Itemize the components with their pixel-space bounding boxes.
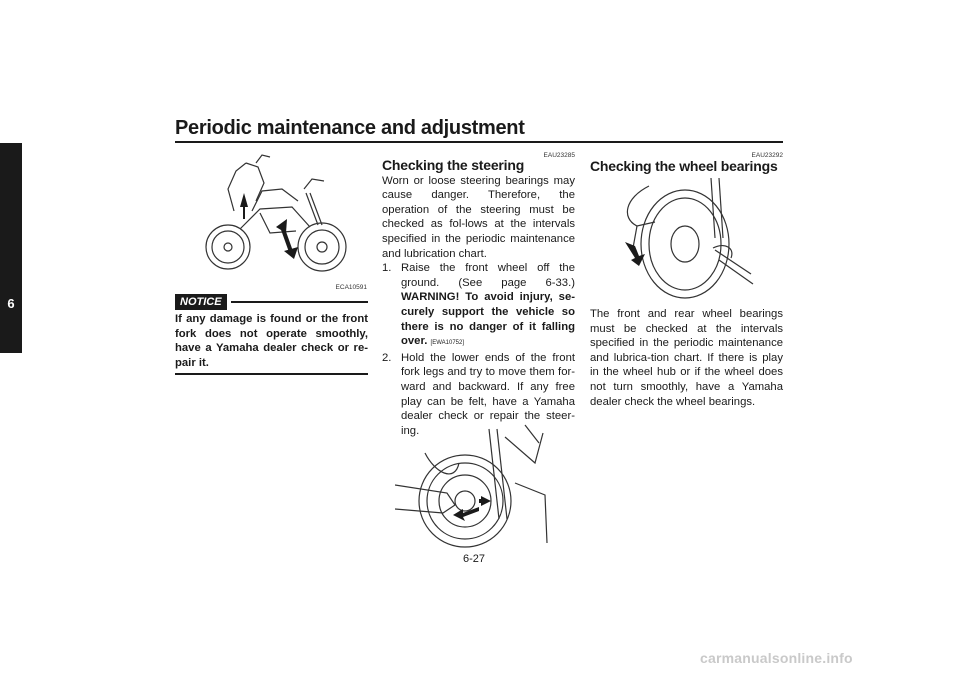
- steering-steps: [382, 261, 575, 438]
- wheel-bearing-check-illustration: [615, 178, 755, 303]
- notice-bottom-rule: [175, 373, 368, 375]
- steering-heading: Checking the steering: [382, 157, 525, 173]
- page-header-title: Periodic maintenance and adjustment: [175, 117, 525, 139]
- notice-top-rule: [231, 301, 368, 303]
- watermark: carmanualsonline.info: [700, 650, 853, 666]
- wheel-bearings-text: The front and rear wheel bearings must be checked at the intervals specified in the periodic maintenance and lubrica-tion chart. If there is play in the wheel hub or if the wheel does not turn smoothly, have a Yamaha dealer check the wheel bearings.: [590, 308, 783, 408]
- steering-check-illustration: [395, 423, 555, 548]
- steering-intro: Worn or loose steering bearings may cause danger. Therefore, the operation of the steering must be checked as fol-lows at the intervals specified in the periodic maintenance and lubrication chart.: [382, 174, 575, 260]
- section-code-steering: EAU23285: [543, 152, 575, 159]
- notice-label: NOTICE: [175, 294, 227, 310]
- steering-section: [382, 158, 575, 438]
- figure-code-left: ECA10591: [335, 284, 367, 291]
- header-rule: [175, 141, 783, 143]
- notice-header: [175, 294, 368, 310]
- wheel-bearings-heading: Checking the wheel bearings: [590, 158, 778, 174]
- step-text: Raise the front wheel off the ground. (See page 6-33.): [401, 262, 575, 289]
- front-fork-check-illustration: [200, 149, 360, 284]
- step-text: Hold the lower ends of the front fork legs and try to move them for-ward and backward. If any free play can be felt, have a Yamaha dealer check or repair the steer-ing.: [401, 351, 575, 437]
- chapter-tab: [0, 143, 22, 353]
- chapter-tab-number: 6: [7, 296, 15, 311]
- wheel-bearings-section: [590, 307, 783, 409]
- step-number: 1.: [382, 262, 392, 275]
- warning-code: [EWA10752]: [430, 340, 464, 347]
- notice-box: [175, 294, 368, 375]
- step-warning: WARNING! To avoid injury, se-curely support the vehicle so there is no danger of it falling over.: [401, 291, 575, 348]
- steering-step-1: [382, 261, 575, 351]
- notice-text: If any damage is found or the front fork does not operate smoothly, have a Yamaha dealer check or re-pair it.: [175, 313, 368, 369]
- page-number: 6-27: [463, 553, 486, 565]
- step-number: 2.: [382, 351, 392, 364]
- section-code-wheel-bearings: EAU23292: [751, 152, 783, 159]
